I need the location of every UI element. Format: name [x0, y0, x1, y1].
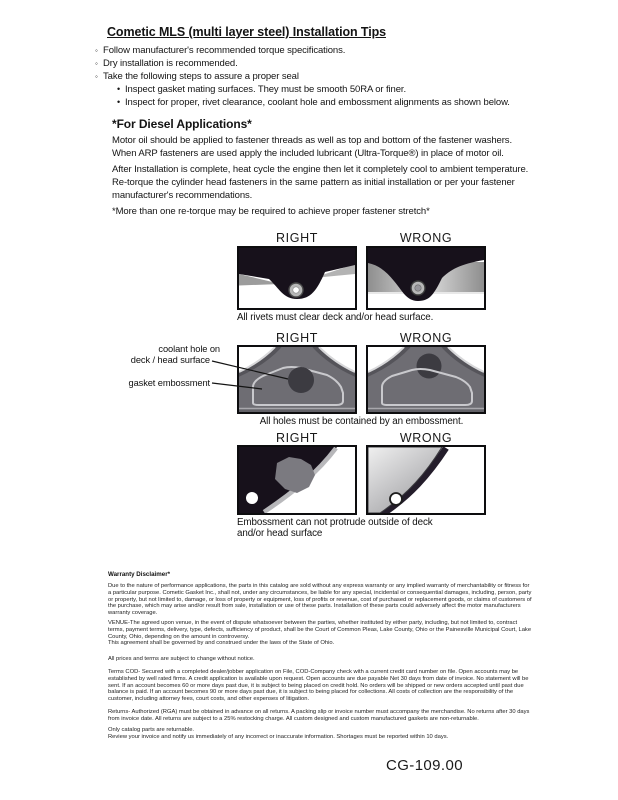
page-number: CG-109.00 [386, 757, 463, 774]
wrong-label-row3: WRONG [399, 431, 453, 445]
page-title: Cometic MLS (multi layer steel) Installation Tips [107, 25, 386, 39]
row1-caption: All rivets must clear deck and/or head surface. [237, 312, 434, 323]
wrong-label-row2: WRONG [399, 331, 453, 345]
diesel-paragraph-3: *More than one re-torque may be required to achieve proper fastener stretch* [112, 206, 430, 217]
warranty-paragraph-returns: Returns- Authorized (RGA) must be obtained in advance on all returns. A packing slip or invoice number must accompany the merchandise. No returns after 30 days from invoice date. All returns are subject to a 25% restocking charge. All custom designed and custom manufactured gaskets are non-returnable. [108, 709, 530, 722]
list-item [95, 83, 535, 96]
right-label-row1: RIGHT [276, 231, 318, 245]
diesel-heading: *For Diesel Applications* [112, 117, 252, 131]
catalog-returnable-text: Only catalog parts are returnable. [108, 727, 195, 733]
review-invoice-text: Review your invoice and notify us immediately of any incorrect or inaccurate information. Shortages must be reported within 10 days. [108, 733, 449, 740]
right-label-row3: RIGHT [276, 431, 318, 445]
bullet-icon: • [117, 97, 121, 107]
list-item [95, 96, 535, 109]
bullet-icon: • [117, 84, 121, 94]
warranty-paragraph-venue [108, 620, 532, 647]
protrusion-wrong-illustration [368, 447, 484, 513]
tip-text: Dry installation is recommended. [103, 58, 238, 69]
callout-embossment: gasket embossment [128, 378, 210, 388]
wrong-label-row1: WRONG [399, 231, 453, 245]
callout-leader-lines [205, 352, 305, 397]
venue-governing-law: This agreement shall be governed by and construed under the laws of the State of Ohio. [108, 640, 335, 647]
diagram-protrude-right [237, 445, 357, 515]
warranty-paragraph-terms: Terms COD- Secured with a completed dealer/jobber application on File, COD-Company check with a current credit card number on file. Open accounts may be established by well rated firms. A credit application is available upon request. Open accounts are due payable Net 30 days from date of invoice. No statement will be sent. If an account becomes 60 or more days past due, it is subject to being placed on credit hold. No orders will be shipped or new orders accepted until past due balance is paid. If an account becomes 90 or more days past due, it is subject to being placed for collections. All costs of collection are the responsibility of the customer, including attorney fees, court costs, and other expenses of litigation. [108, 669, 529, 703]
row3-caption-line1: Embossment can not protrude outside of deck [237, 517, 433, 528]
diesel-paragraph-1: Motor oil should be applied to fastener threads as well as top and bottom of the fastener washers. When ARP fasteners are used apply the included lubricant (Ultra-Torque®) in place of motor oil. [112, 135, 512, 159]
rivet-clearance-wrong-illustration [368, 248, 484, 308]
tip-text: Take the following steps to assure a proper seal [103, 71, 299, 82]
tip-text: Inspect gasket mating surfaces. They must be smooth 50RA or finer. [125, 84, 407, 95]
rivet-clearance-right-illustration [239, 248, 355, 308]
row2-caption: All holes must be contained by an embossment. [259, 416, 464, 427]
installation-tips-list [95, 44, 535, 109]
list-item [95, 44, 535, 57]
list-item [95, 57, 535, 70]
protrusion-right-illustration [239, 447, 355, 513]
row3-caption [237, 518, 433, 539]
tip-text: Follow manufacturer's recommended torque specifications. [103, 45, 346, 56]
diagram-rivet-right [237, 246, 357, 310]
warranty-paragraph-due: Due to the nature of performance applications, the parts in this catalog are sold without any express warranty or any implied warranty of merchantability or fitness for a particular purpose. Cometic Gasket Inc., shall not, under any circumstances, be liable for any special, incidental or consequential damages, including, person, party or property, but not limited to, damage, or loss of property or equipment, loss of profits or revenue, cost of purchased or replacement goods, or claims of customers of the purchase, which may arise and/or result from sale, installation or use of these parts. Installation of these parts could adversely affect the motor manufacturers warranty coverage. [108, 583, 532, 617]
diagram-hole-wrong [366, 345, 486, 414]
coolant-hole-wrong-illustration [368, 347, 484, 412]
callout-coolant-line2: deck / head surface [130, 355, 210, 365]
callout-coolant-line1: coolant hole on [158, 344, 220, 354]
list-item [95, 70, 535, 83]
warranty-heading: Warranty Disclaimer* [108, 571, 171, 578]
warranty-paragraph-prices: All prices and terms are subject to change without notice. [108, 656, 255, 662]
tip-text: Inspect for proper, rivet clearance, coolant hole and embossment alignments as shown below. [125, 97, 510, 108]
diagram-rivet-wrong [366, 246, 486, 310]
row3-caption-line2: and/or head surface [237, 527, 323, 539]
diagram-protrude-wrong [366, 445, 486, 515]
diesel-paragraph-2: After Installation is complete, heat cycle the engine then let it completely cool to ambient temperature. Re-torque the cylinder head fasteners in the same pattern as initial installation or per your fastener manufacturer's recommendations. [112, 164, 529, 201]
bullet-icon: ◦ [95, 59, 98, 68]
bullet-icon: ◦ [95, 46, 98, 55]
right-label-row2: RIGHT [276, 331, 318, 345]
bullet-icon: ◦ [95, 72, 98, 81]
warranty-paragraph-catalog [108, 727, 532, 741]
venue-text: VENUE-The agreed upon venue, in the event of dispute whatsoever between the parties, whether instituted by either party, including, but not limited to, contract terms, payment terms, delivery, type, defects, sufficiency of product, shall be the Court of Common Pleas, Lake County, Ohio or the Painesville Municipal Court, Lake County, Ohio, depending on the amount in controversy. [108, 620, 532, 640]
